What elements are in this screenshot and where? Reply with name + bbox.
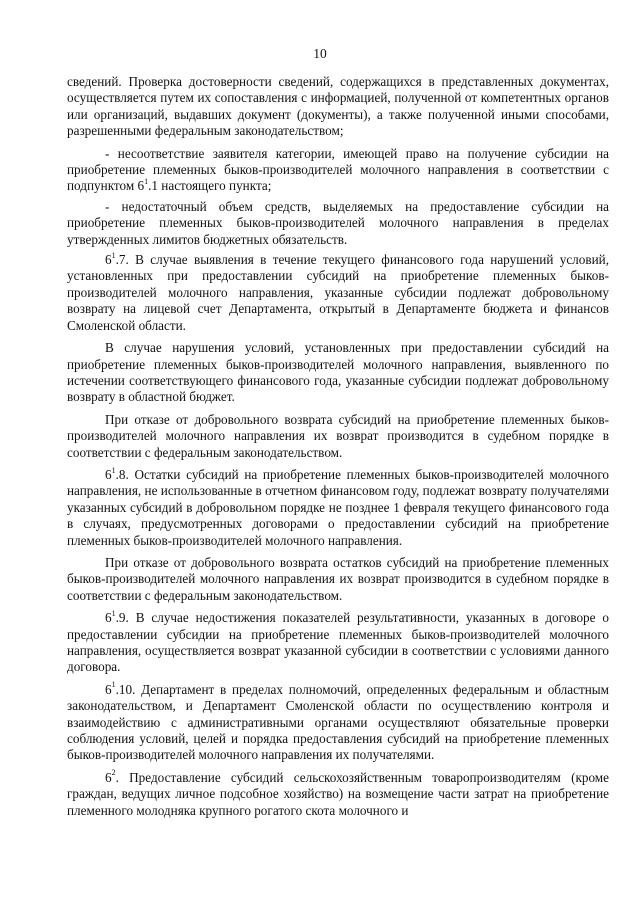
superscript: 1 — [111, 608, 116, 618]
paragraph-6: При отказе от добровольного возврата субсидий на приобретение племенных быков-производителей молочного направления их возврат производится в судебном порядке в соответствии с федеральным законодательством. — [67, 411, 609, 460]
document-body — [67, 74, 609, 825]
paragraph-10: $6^1.10$. Департамент в пределах полномочий, определенных федеральным и областным законодательством, и Департамент Смоленской области по осуществлению контроля и взаимодействию с административными органами осуществляют обязательные проверки соблюдения условий, целей и порядка предоставления субсидий на приобретение племенных быков-производителей молочного направления их получателями. — [67, 680, 609, 763]
paragraph-1: сведений. Проверка достоверности сведений, содержащихся в представленных документах, осуществляется путем их сопоставления с информацией, полученной от компетентных органов или организаций, выдавших документ (документы), а также полученной иными способами, разрешенными федеральным законодательством; — [67, 74, 609, 139]
superscript: 1 — [111, 465, 116, 475]
superscript: 2 — [111, 768, 116, 778]
superscript: 1 — [111, 680, 116, 690]
superscript: 1 — [111, 250, 116, 260]
paragraph-3: - недостаточный объем средств, выделяемых на предоставление субсидии на приобретение племенных быков-производителей молочного направления в пределах утвержденных лимитов бюджетных обязательств. — [67, 198, 609, 247]
paragraph-4: $6^1.7$. В случае выявления в течение текущего финансового года нарушений условий, установленных при предоставлении субсидий на приобретение племенных быков-производителей молочного направления, указанные субсидии подлежат добровольному возврату на лицевой счет Департамента, открытый в Департаменте бюджета и финансов Смоленской области. — [67, 250, 609, 333]
paragraph-2: - несоответствие заявителя категории, имеющей право на получение субсидии на приобретение племенных быков-производителей молочного направления в соответствии с подпунктом $6^1.1$ настоящего пункта; — [67, 145, 609, 194]
paragraph-9: $6^1.9$. В случае недостижения показателей результативности, указанных в договоре о предоставлении субсидии на приобретение племенных быков-производителей молочного направления, осуществляется возврат указанной субсидии в соответствии с условиями данного договора. — [67, 608, 609, 675]
paragraph-8: При отказе от добровольного возврата остатков субсидий на приобретение племенных быков-производителей молочного направления их возврат производится в судебном порядке в соответствии с федеральным законодательством. — [67, 554, 609, 603]
page-number: 10 — [313, 46, 327, 61]
paragraph-11: $6^2$. Предоставление субсидий сельскохозяйственным товаропроизводителям (кроме граждан, ведущих личное подсобное хозяйство) на возмещение части затрат на приобретение племенного молодняка крупного рогатого скота молочного и — [67, 768, 609, 818]
paragraph-7: $6^1.8$. Остатки субсидий на приобретение племенных быков-производителей молочного направления, не использованные в отчетном финансовом году, подлежат возврату получателями указанных субсидий в добровольном порядке не позднее 1 февраля текущего финансового года в случаях, предусмотренных договорами о предоставлении субсидий на приобретение племенных быков-производителей молочного направления. — [67, 465, 609, 548]
paragraph-5: В случае нарушения условий, установленных при предоставлении субсидий на приобретение племенных быков-производителей молочного направления, выявленного по истечении соответствующего финансового года, указанные субсидии подлежат добровольному возврату в областной бюджет. — [67, 340, 609, 405]
superscript: 1 — [144, 177, 149, 187]
